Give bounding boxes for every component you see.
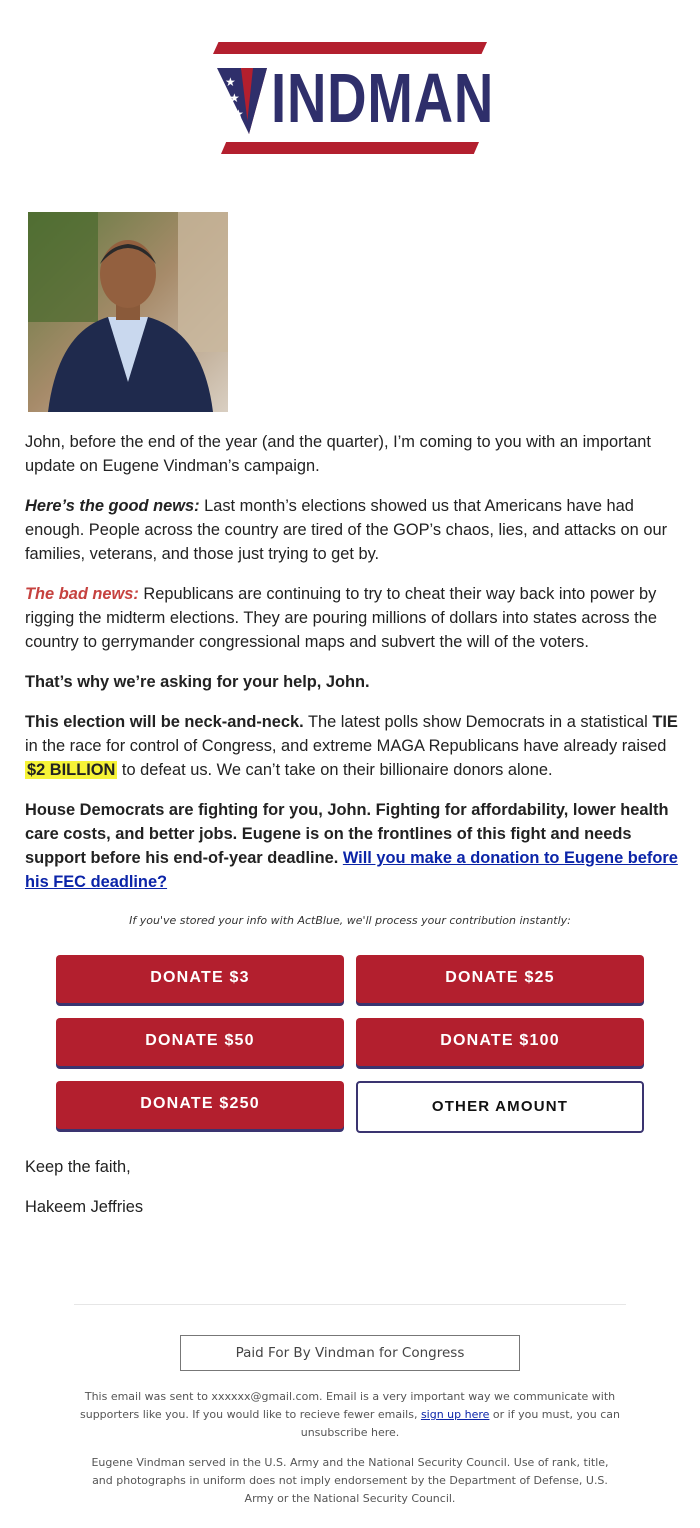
footer-sent-notice: [80, 1388, 620, 1442]
svg-text:★: ★: [229, 91, 240, 105]
election-text-a: The latest polls show Democrats in a statistical: [303, 713, 653, 731]
vindman-logo: [213, 42, 495, 154]
intro-text: John, before the end of the year (and the quarter), I’m coming to you with an important update on Eugene Vindman’s campaign.: [25, 433, 651, 475]
highlighted-amount: $2 BILLION: [27, 761, 116, 779]
logo-wordmark: INDMAN: [271, 59, 495, 137]
svg-text:★: ★: [233, 107, 244, 121]
paid-for-box: Paid For By Vindman for Congress: [180, 1335, 520, 1371]
ask-text: That’s why we’re asking for your help, John.: [25, 673, 370, 691]
email-body: [25, 430, 680, 910]
fighting-text: House Democrats are fighting for you, John. Fighting for affordability, lower health care costs, and better jobs. Eugene is on the frontlines of this fight and needs support before his end-of-year deadline.: [25, 801, 669, 867]
actblue-note: If you've stored your info with ActBlue, we'll process your contribution instantly:: [129, 914, 571, 927]
bad-news-paragraph: [25, 582, 680, 654]
bad-news-lead: The bad news:: [25, 585, 139, 603]
svg-text:★: ★: [225, 75, 236, 89]
footer-disclaimer: Eugene Vindman served in the U.S. Army and the National Security Council. Use of rank, title, and photographs in uniform does not imply endorsement by the Department of Defense, U.S. Army or the National Security Council.: [91, 1456, 609, 1505]
sent-text-b: or if you must, you can unsubscribe here.: [300, 1408, 620, 1439]
donate-50-button[interactable]: DONATE $50: [56, 1018, 344, 1066]
footer-divider: [74, 1304, 626, 1305]
bad-news-text: Republicans are continuing to try to cheat their way back into power by rigging the midterm elections. They are pouring millions of dollars into states across the country to gerrymander congressional maps and subvert the will of the voters.: [25, 585, 657, 651]
election-paragraph: [25, 710, 680, 782]
logo-bottom-stripe: [221, 142, 479, 154]
portrait-photo: [28, 212, 228, 412]
good-news-text: Last month’s elections showed us that Americans have had enough. People across the country are tired of the GOP’s chaos, lies, and attacks on our families, veterans, and those just trying to get by.: [25, 497, 668, 563]
closing-line: Keep the faith,: [25, 1158, 131, 1176]
donate-250-button[interactable]: DONATE $250: [56, 1081, 344, 1129]
logo-top-stripe: [213, 42, 487, 54]
election-text-b: in the race for control of Congress, and extreme MAGA Republicans have already raised: [25, 737, 667, 755]
sent-text-a: This email was sent to xxxxxx@gmail.com. Email is a very important way we communicate with supporters like you. If you would like to recieve fewer emails,: [80, 1390, 616, 1421]
donation-link[interactable]: Will you make a donation to Eugene before his FEC deadline?: [25, 849, 678, 891]
intro-paragraph: [25, 430, 680, 478]
sign-up-link[interactable]: sign up here: [420, 1408, 490, 1421]
donate-25-button[interactable]: DONATE $25: [356, 955, 644, 1003]
fighting-paragraph: [25, 798, 680, 894]
other-amount-button[interactable]: OTHER AMOUNT: [356, 1081, 644, 1133]
signature-name: Hakeem Jeffries: [25, 1198, 144, 1216]
tie-word: TIE: [652, 713, 678, 731]
election-text-c: to defeat us. We can’t take on their billionaire donors alone.: [117, 761, 553, 779]
ask-paragraph: [25, 670, 680, 694]
donate-100-button[interactable]: DONATE $100: [356, 1018, 644, 1066]
election-lead: This election will be neck-and-neck.: [25, 713, 304, 731]
good-news-lead: Here’s the good news:: [25, 497, 200, 515]
donate-3-button[interactable]: DONATE $3: [56, 955, 344, 1003]
good-news-paragraph: [25, 494, 680, 566]
